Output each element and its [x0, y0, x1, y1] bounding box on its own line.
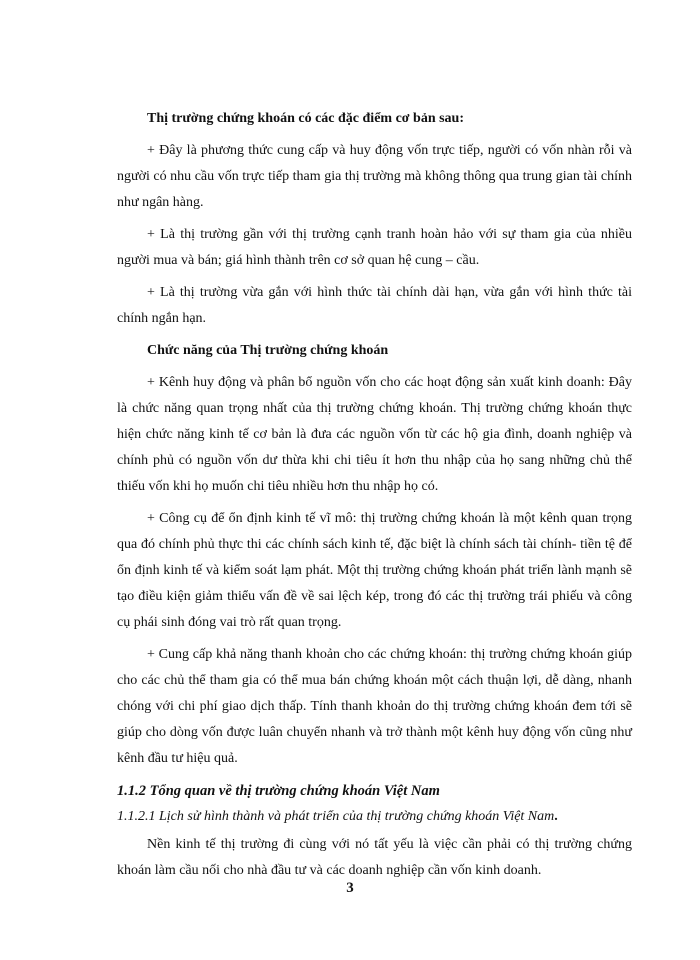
section-heading-functions: Chức năng của Thị trường chứng khoán: [147, 343, 389, 358]
heading-1-1-2-1-dot: .: [554, 809, 558, 824]
paragraph: + Là thị trường gần với thị trường cạnh tranh hoàn hảo với sự tham gia của nhiều người mua và bán; giá hình thành trên cơ sở quan hệ cung – cầu.: [117, 227, 632, 268]
page-number: 3: [346, 880, 354, 896]
paragraph: Nền kinh tế thị trường đi cùng với nó tất yếu là việc cần phải có thị trường chứng khoán làm cầu nối cho nhà đầu tư và các doanh nghiệp cần vốn kinh doanh.: [117, 837, 632, 878]
paragraph: + Kênh huy động và phân bổ nguồn vốn cho các hoạt động sản xuất kinh doanh: Đây là chức năng quan trọng nhất của thị trường chứng khoán. Thị trường chứng khoán thực hiện chức năng kinh tế cơ bản là đưa các nguồn vốn từ các hộ gia đình, doanh nghiệp và chính phủ có nguồn vốn dư thừa khi chi tiêu ít hơn thu nhập của họ sang những chủ thể thiếu vốn khi họ muốn chi tiêu nhiều hơn thu nhập họ có.: [117, 375, 632, 494]
heading-1-1-2-1-text: 1.1.2.1 Lịch sử hình thành và phát triển của thị trường chứng khoán Việt Nam: [117, 809, 555, 824]
heading-1-1-2-1: [117, 804, 632, 830]
section-heading-characteristics: Thị trường chứng khoán có các đặc điểm cơ bản sau:: [147, 111, 465, 126]
paragraph: + Đây là phương thức cung cấp và huy động vốn trực tiếp, người có vốn nhàn rỗi và người có nhu cầu vốn trực tiếp tham gia thị trường mà không thông qua trung gian tài chính như ngân hàng.: [117, 143, 632, 210]
paragraph: + Công cụ để ổn định kinh tế vĩ mô: thị trường chứng khoán là một kênh quan trọng qua đó chính phủ thực thi các chính sách kinh tế, đặc biệt là chính sách tài chính- tiền tệ để ổn định kinh tế và kiểm soát lạm phát. Một thị trường chứng khoán phát triển lành mạnh sẽ tạo điều kiện giảm thiểu vấn đề về sai lệch kép, trong đó các thị trường trái phiếu và công cụ phái sinh đóng vai trò rất quan trọng.: [117, 511, 632, 630]
paragraph: + Là thị trường vừa gắn với hình thức tài chính dài hạn, vừa gắn với hình thức tài chính ngắn hạn.: [117, 285, 632, 326]
heading-1-1-2: 1.1.2 Tổng quan về thị trường chứng khoán Việt Nam: [117, 783, 440, 799]
document-body: [117, 106, 632, 890]
paragraph: + Cung cấp khả năng thanh khoản cho các chứng khoán: thị trường chứng khoán giúp cho các chủ thể tham gia có thể mua bán chứng khoán một cách thuận lợi, dễ dàng, nhanh chóng với chi phí giao dịch thấp. Tính thanh khoản do thị trường chứng khoán đem tới sẽ giúp cho dòng vốn được luân chuyển nhanh và trở thành một kênh huy động vốn cũng như kênh đầu tư hiệu quả.: [117, 647, 632, 766]
